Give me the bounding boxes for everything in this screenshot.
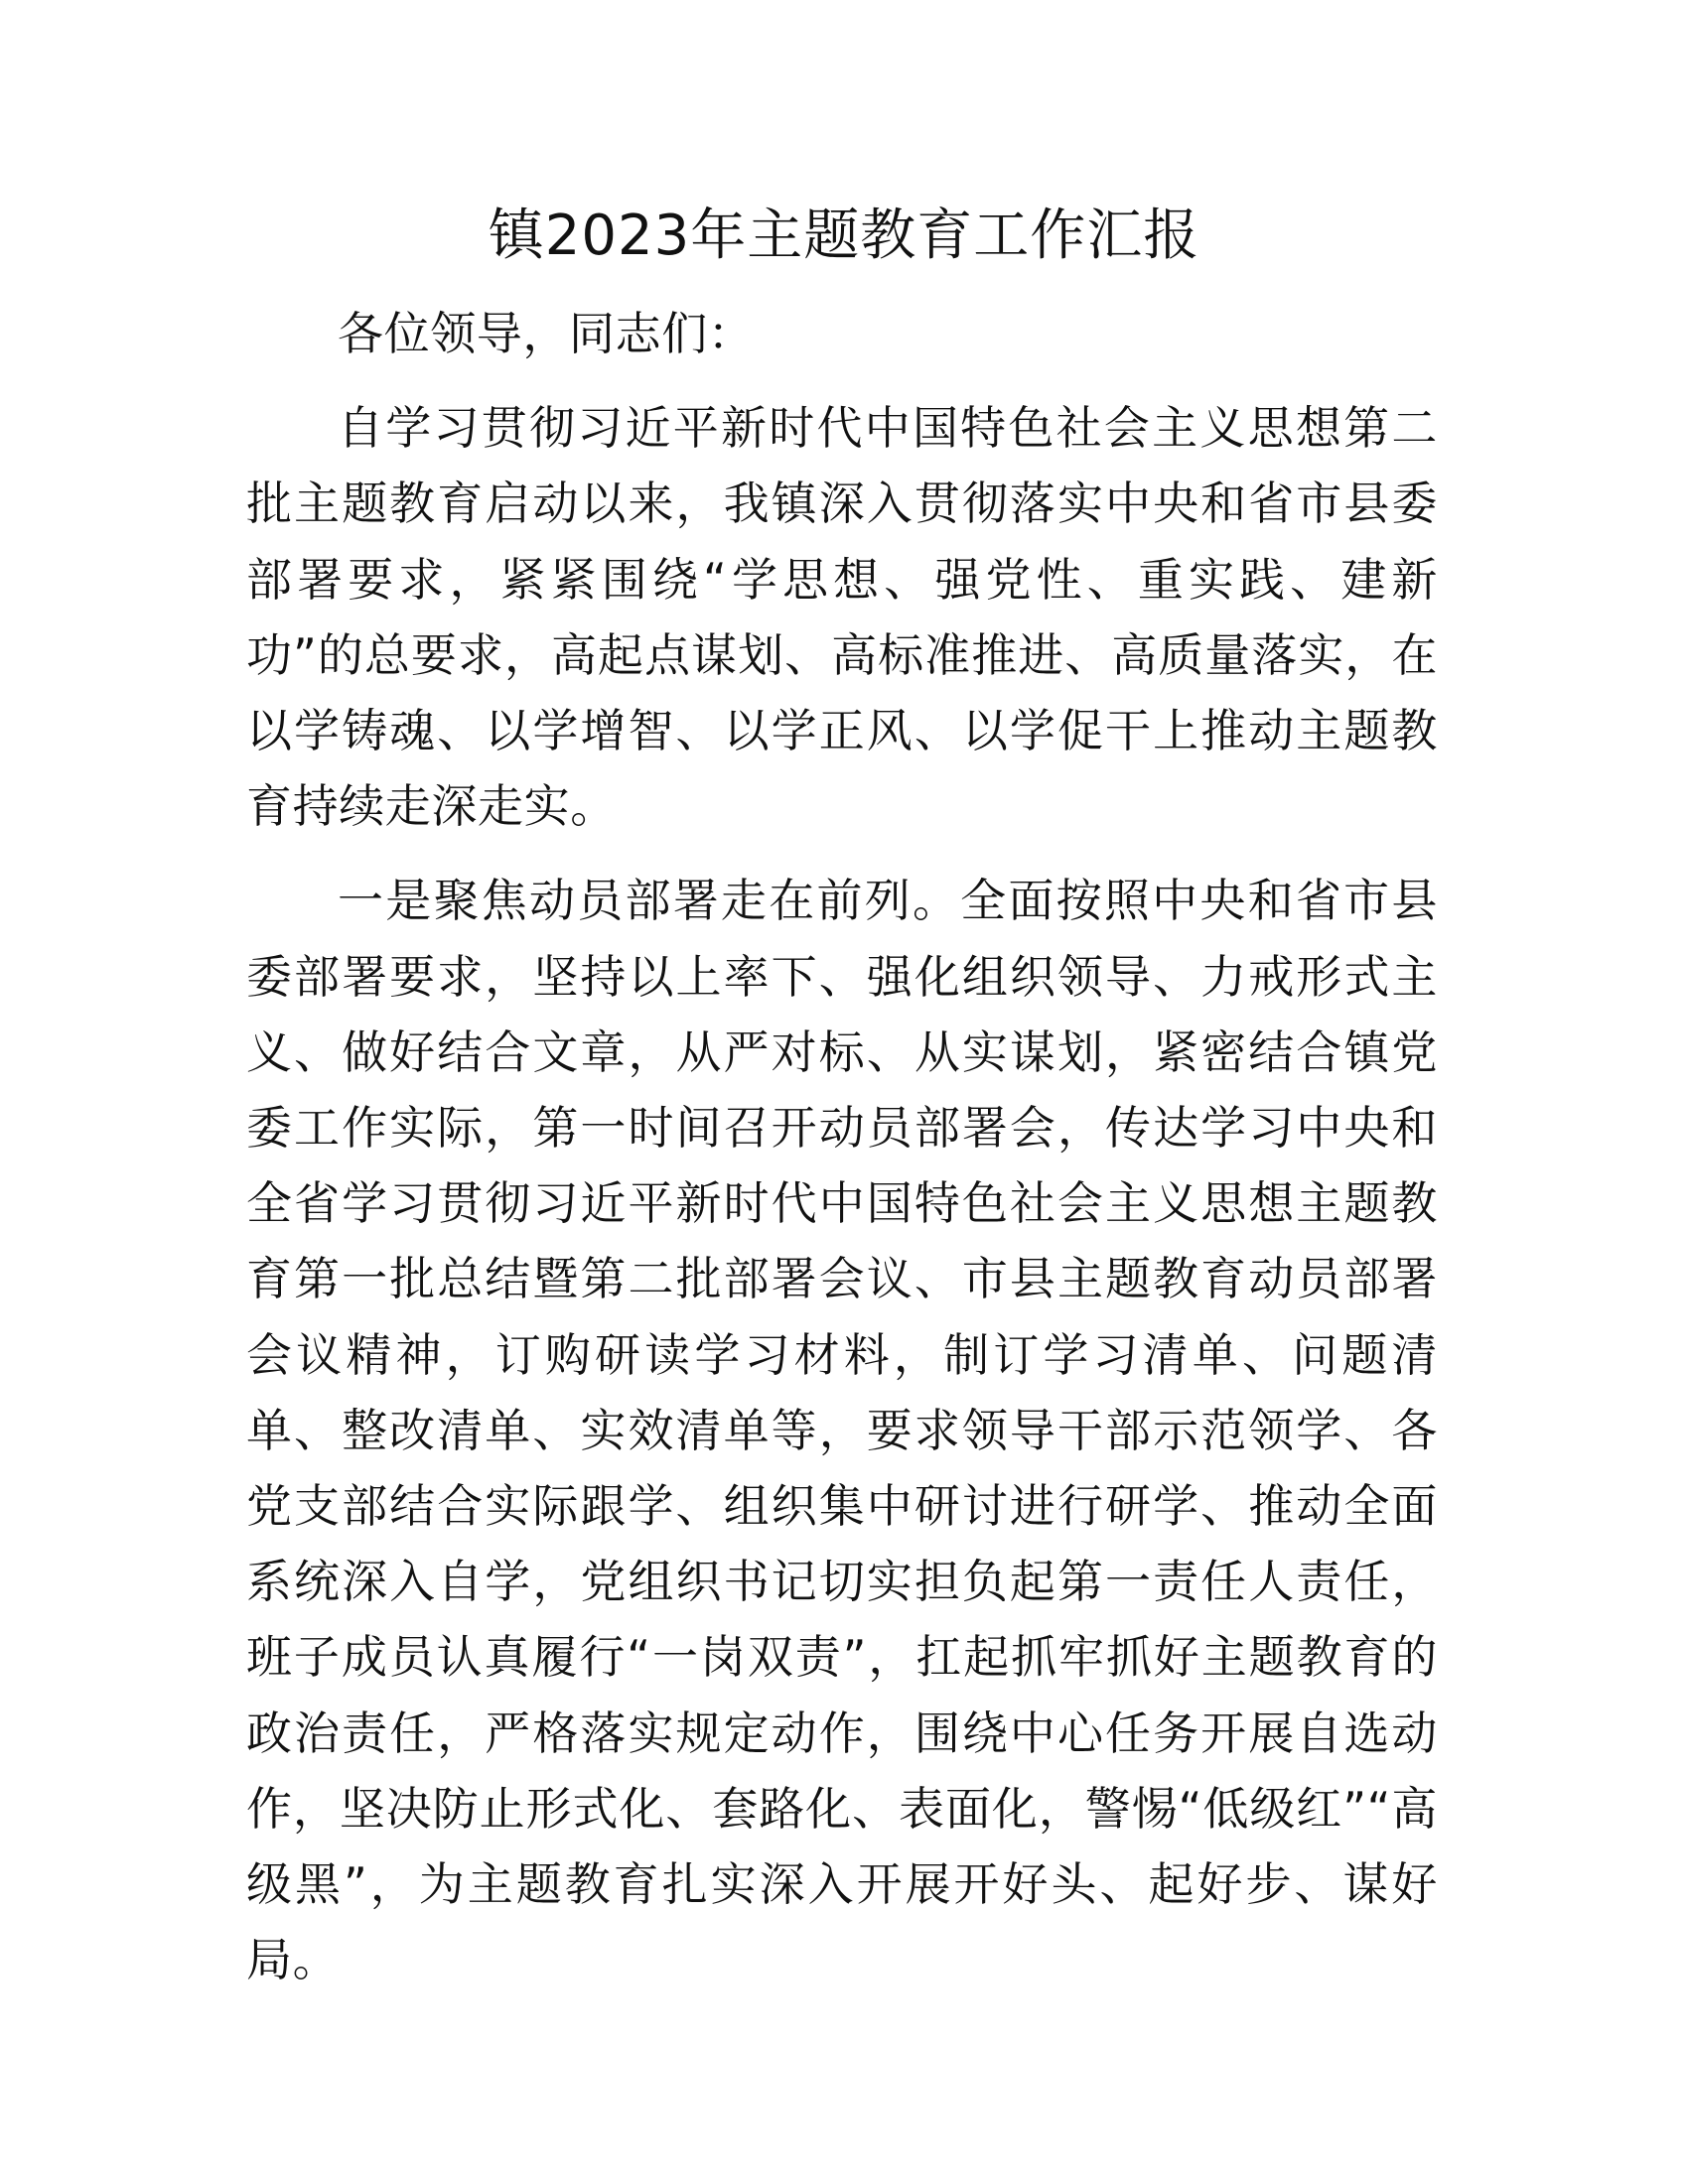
document-title: 镇2023年主题教育工作汇报 [488, 204, 1200, 268]
salutation: 各位领导，同志们： [338, 307, 755, 360]
paragraph-intro: 自学习贯彻习近平新时代中国特色社会主义思想第二批主题教育启动以来，我镇深入贯彻落实中央和省市县委部署要求，紧紧围绕“学思想、强党性、重实践、建新功”的总要求，高起点谋划、高标准推进、高质量落实，在以学铸魂、以学增智、以学正风、以学促干上推动主题教育持续走深走实。 [246, 401, 1438, 834]
paragraph-mobilization: 一是聚焦动员部署走在前列。全面按照中央和省市县委部署要求，坚持以上率下、强化组织领导、力戒形式主义、做好结合文章，从严对标、从实谋划，紧密结合镇党委工作实际，第一时间召开动员部署会，传达学习中央和全省学习贯彻习近平新时代中国特色社会主义思想主题教育第一批总结暨第二批部署会议、市县主题教育动员部署会议精神，订购研读学习材料，制订学习清单、问题清单、整改清单、实效清单等，要求领导干部示范领学、各党支部结合实际跟学、组织集中研讨进行研学、推动全面系统深入自学，党组织书记切实担负起第一责任人责任，班子成员认真履行“一岗双责”，扛起抓牢抓好主题教育的政治责任，严格落实规定动作，围绕中心任务开展自选动作，坚决防止形式化、套路化、表面化，警惕“低级红”“高级黑”，为主题教育扎实深入开展开好头、起好步、谋好局。 [246, 874, 1438, 1987]
document-body [246, 296, 1438, 1997]
